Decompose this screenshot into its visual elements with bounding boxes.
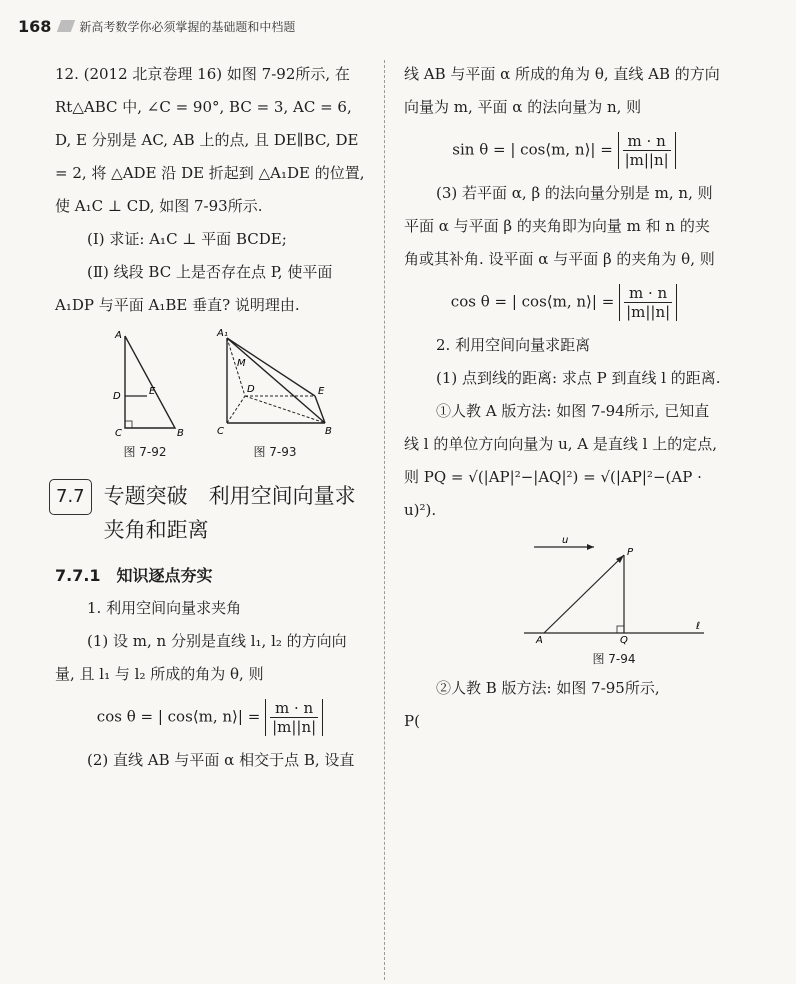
formula-cos-lines (55, 699, 365, 736)
label-q: Q (620, 635, 628, 645)
label-m: M (237, 358, 246, 369)
figure-7-92 (105, 328, 185, 461)
label-e: E (149, 386, 156, 397)
angle-line-plane: (2) 直线 AB 与平面 α 相交于点 B, 设直 (87, 751, 355, 769)
page-header (18, 14, 295, 38)
label-c2: C (217, 426, 224, 437)
label-b: B (177, 428, 184, 438)
figure-94-caption: 图 7-94 (592, 652, 636, 666)
fraction-numerator: m · n (270, 699, 318, 718)
line-plane-text: 线 AB 与平面 α 所成的角为 θ, 直线 AB 的方向向量为 m, 平面 α 的法向量为 n, 则 (404, 65, 720, 116)
left-column (55, 58, 365, 777)
problem-part-2: (Ⅱ) 线段 BC 上是否存在点 P, 使平面 A₁DP 与平面 A₁BE 垂直? 说明理由. (55, 263, 333, 314)
label-d2: D (247, 384, 255, 395)
label-e2: E (318, 386, 325, 397)
distance-diagram (514, 535, 714, 645)
method-a: ①人教 A 版方法: 如图 7-94所示, 已知直线 l 的单位方向向量为 u, A 是直线 l 上的定点, 则 PQ = √(|AP|²−|AQ|²) = √(|AP|²−(AP · u)²). (404, 402, 718, 519)
angle-lines: (1) 设 m, n 分别是直线 l₁, l₂ 的方向向量, 且 l₁ 与 l₂ 所成的角为 θ, 则 (55, 632, 347, 683)
figure-7-93 (215, 328, 335, 461)
formula-lhs: cos θ = | cos⟨m, n⟩| = (450, 292, 615, 311)
formula-lhs: sin θ = | cos⟨m, n⟩| = (452, 140, 613, 159)
fraction-denominator: |m||n| (626, 303, 671, 321)
section-number: 7.7 (49, 479, 92, 515)
right-column (404, 58, 724, 738)
label-c: C (115, 428, 122, 438)
label-l: ℓ (696, 621, 701, 632)
header-decoration (57, 20, 75, 32)
label-u: u (562, 535, 569, 546)
figure-92-caption: 图 7-92 (123, 445, 167, 459)
label-a3: A (536, 635, 543, 645)
topic-angles: 1. 利用空间向量求夹角 (87, 599, 242, 617)
figures-92-93 (105, 328, 365, 461)
fraction-denominator: |m||n| (272, 718, 317, 736)
figure-93-caption: 图 7-93 (253, 445, 297, 459)
fraction (265, 699, 323, 736)
folded-diagram (215, 328, 335, 438)
formula-sin (404, 132, 724, 169)
label-d: D (113, 391, 121, 402)
label-a: A (115, 330, 122, 341)
fraction-denominator: |m||n| (624, 151, 669, 169)
problem-12: 12. (2012 北京卷理 16) 如图 7-92所示, 在 Rt△ABC 中, ∠C = 90°, BC = 3, AC = 6, D, E 分别是 AC, AB 上的点, 且 DE∥BC, DE = 2, 将 △ADE 沿 DE 折起到 △A₁DE 的位置, 使 A₁C ⊥ CD, 如图 7-93所示. (55, 65, 365, 215)
subsection-heading: 7.7.1 知识逐点夯实 (55, 566, 213, 585)
point-line-distance: (1) 点到线的距离: 求点 P 到直线 l 的距离. (436, 369, 721, 387)
triangle-diagram (105, 328, 185, 438)
section-title: 专题突破 利用空间向量求夹角和距离 (103, 484, 356, 542)
fraction (619, 284, 677, 321)
fraction-numerator: m · n (623, 132, 671, 151)
method-b-cont: P( (404, 712, 420, 730)
problem-part-1: (Ⅰ) 求证: A₁C ⊥ 平面 BCDE; (87, 230, 287, 248)
method-b: ②人教 B 版方法: 如图 7-95所示, (436, 679, 660, 697)
formula-lhs: cos θ = | cos⟨m, n⟩| = (96, 707, 261, 726)
fraction (618, 132, 676, 169)
label-a1: A₁ (217, 328, 228, 339)
figure-7-94 (514, 535, 714, 668)
page-number: 168 (18, 16, 52, 36)
plane-plane-text: (3) 若平面 α, β 的法向量分别是 m, n, 则平面 α 与平面 β 的夹角即为向量 m 和 n 的夹角或其补角. 设平面 α 与平面 β 的夹角为 θ, 则 (404, 184, 715, 268)
fraction-numerator: m · n (624, 284, 672, 303)
topic-distance: 2. 利用空间向量求距离 (436, 336, 591, 354)
book-title: 新高考数学你必须掌握的基础题和中档题 (79, 19, 296, 34)
formula-cos-planes (404, 284, 724, 321)
section-heading (55, 479, 365, 547)
label-p: P (627, 547, 634, 558)
label-b2: B (325, 426, 332, 437)
column-divider (384, 60, 385, 980)
